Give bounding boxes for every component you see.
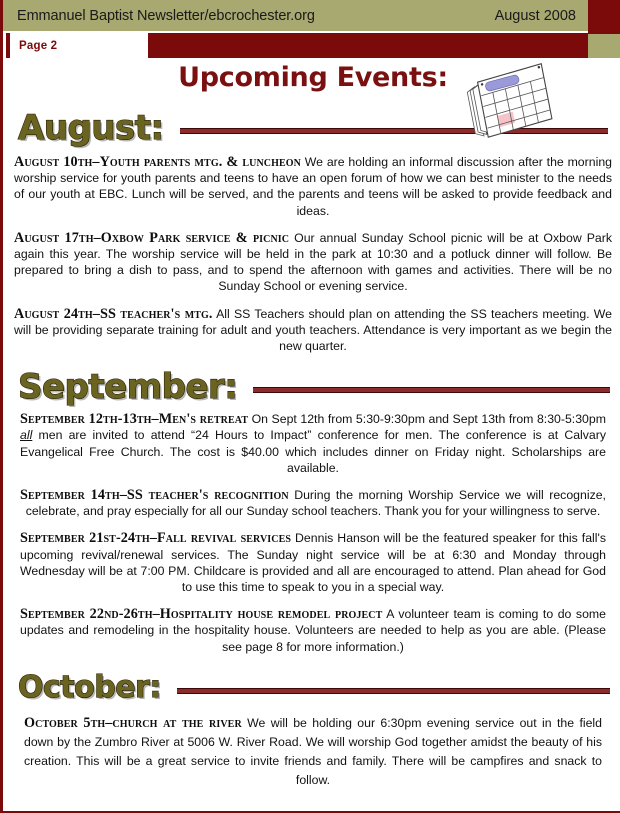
corner-block-red xyxy=(588,0,620,34)
event-item xyxy=(6,530,620,595)
event-title: August 17th–Oxbow Park service & picnic xyxy=(14,229,290,246)
event-item xyxy=(6,487,620,519)
september-events xyxy=(6,409,620,655)
page-number-strip xyxy=(3,33,620,58)
event-body: During the morning Worship Service we will recognize, celebrate, and pray especially for all our Sunday school teachers. Thank you for your willingness to serve. xyxy=(25,488,606,519)
event-title: August 10th–Youth parents mtg. & luncheon xyxy=(14,154,301,170)
event-body: Our annual Sunday School picnic will be at Oxbow Park again this year. The worship service will be held in the park at 10:30 and a potluck dinner will follow. Be prepared to bring a dish to pass, and to spend the afternoon with games and activities. There will be no Sunday School or evening service. xyxy=(14,230,612,294)
event-item xyxy=(6,154,620,219)
month-rule xyxy=(177,688,610,694)
event-title: August 24th–SS teacher's mtg. xyxy=(14,305,213,322)
event-title: September 21st-24th–Fall revival services xyxy=(20,530,292,547)
page-title: Upcoming Events: xyxy=(178,62,448,93)
event-item xyxy=(6,306,620,355)
calendar-icon xyxy=(462,60,562,145)
event-title: September 14th–SS teacher's recognition xyxy=(20,487,289,504)
month-heading-october xyxy=(6,666,620,710)
page-content xyxy=(6,58,620,801)
event-title: September 22nd-26th–Hospitality house remodel project xyxy=(20,606,383,623)
month-name-october: October: xyxy=(18,669,161,705)
events-header xyxy=(6,58,620,106)
event-body: Dennis Hanson will be the featured speaker for this fall's upcoming revival/renewal services. The Sunday night service will be at 6:30 and Monday through Wednesday will be at 7:00 PM. Childcare is provided and all are encouraged to attend. Plan ahead for God to use this time to speak to you in a special way. xyxy=(20,531,606,595)
page-strip-accent xyxy=(148,33,588,58)
event-body: On Sept 12th from 5:30-9:30pm and Sept 13th from 8:30-5:30pm xyxy=(248,412,606,427)
newsletter-title: Emmanuel Baptist Newsletter/ebcrochester.org xyxy=(17,7,315,24)
masthead-bar xyxy=(3,0,588,31)
event-item xyxy=(6,411,620,476)
event-title: October 5th–church at the river xyxy=(24,714,242,731)
page-number-label: Page 2 xyxy=(19,39,58,52)
issue-date: August 2008 xyxy=(494,7,576,24)
event-item xyxy=(6,606,620,655)
event-body: A volunteer team is coming to do some updates and remodeling in the hospitality house. Volunteers are needed to help as you are able. (Please see page 8 for more information.) xyxy=(20,607,606,654)
event-item xyxy=(6,230,620,295)
event-body: We are holding an informal discussion after the morning worship service for youth parents and teens to have an open forum of how we can best minister to the needs of our youth at EBC. Lunch will be served, and the parents and teens will be asked to provide feedback and ideas. xyxy=(14,155,612,218)
month-heading-september xyxy=(6,365,620,409)
event-body-continued: men are invited to attend “24 Hours to Impact” conference for men. The conference is at Calvary Evangelical Free Church. The cost is $40.00 which includes dinner on Friday night. Scholarships are available. xyxy=(20,428,606,475)
august-events xyxy=(6,150,620,354)
event-item xyxy=(6,714,620,790)
page-number-box xyxy=(6,33,148,58)
event-emphasis: all xyxy=(20,428,33,443)
month-name-september: September: xyxy=(18,367,238,408)
event-body: All SS Teachers should plan on attending the SS teachers meeting. We will be providing separate training for adult and youth teachers. Attendance is very important as we begin the new quarter. xyxy=(14,306,613,354)
event-body: We will be holding our 6:30pm evening service out in the field down by the Zumbro River at 5006 W. River Road. We will worship God together amidst the beauty of his creation. This will be a great service to invite friends and family. There will be campfires and snack to follow. xyxy=(24,715,603,787)
event-title: September 12th-13th–Men's retreat xyxy=(20,411,249,428)
october-events xyxy=(6,710,620,790)
month-name-august: August: xyxy=(18,108,164,148)
month-rule xyxy=(253,387,610,393)
